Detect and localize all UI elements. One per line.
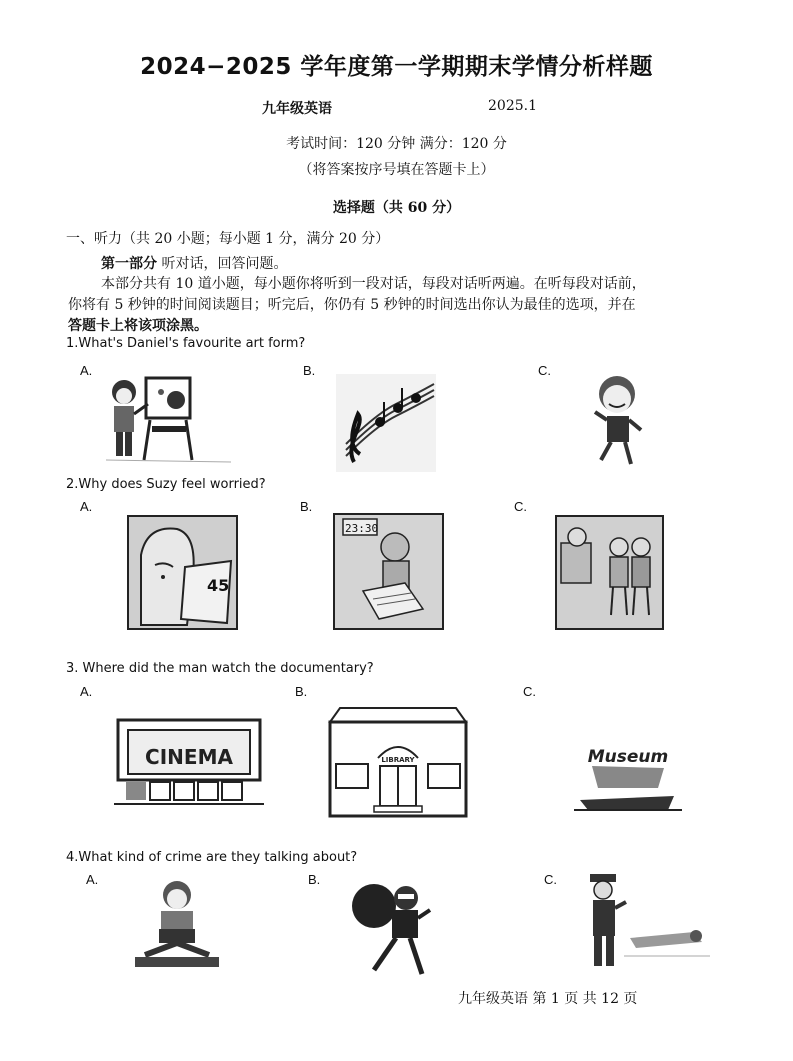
exam-info: 考试时间：120 分钟 满分：120 分: [286, 136, 507, 152]
listening-heading: 一、听力（共 20 小题；每小题 1 分，满分 20 分）: [66, 231, 390, 247]
page-footer: 九年级英语 第 1 页 共 12 页: [458, 991, 638, 1007]
museum-picture: [574, 738, 682, 814]
subject-label: 九年级英语: [262, 101, 332, 117]
cinema-sign: CINEMA: [145, 745, 233, 769]
part-instruction: 听对话，回答问题。: [157, 256, 288, 272]
boy-painting-picture: [106, 370, 231, 466]
fill-instruction: 将该项涂黑。: [124, 318, 208, 334]
music-notes-picture: [336, 374, 436, 472]
q4-option-a: A.: [86, 872, 99, 887]
police-crime-scene-picture: [584, 872, 714, 972]
instructions-line-2: 你将有 5 秒钟的时间阅读题目；听完后，你仍有 5 秒钟的时间选出你认为最佳的选项，并在: [68, 297, 636, 313]
q2-option-b: B.: [300, 499, 313, 514]
girl-with-test-paper-picture: [127, 515, 238, 630]
cinema-picture: [114, 718, 264, 808]
boy-with-books-picture: [131, 877, 223, 973]
part-subheading: [101, 253, 287, 275]
instructions-line-1: 本部分共有 10 道小题，每小题你将听到一段对话，每段对话听两遍。在听每段对话前，: [101, 276, 646, 292]
library-picture: [324, 706, 472, 820]
question-3: 3. Where did the man watch the documentary?: [66, 661, 374, 676]
museum-sign: Museum: [587, 747, 669, 767]
q2-option-a: A.: [80, 499, 93, 514]
clock-display: 23:30: [345, 522, 379, 535]
q1-option-a: A.: [80, 363, 93, 378]
q3-option-c: C.: [523, 684, 536, 699]
q4-option-b: B.: [308, 872, 321, 887]
question-4: 4.What kind of crime are they talking about?: [66, 850, 358, 865]
q2-option-c: C.: [514, 499, 527, 514]
thief-picture: [344, 874, 434, 980]
q3-option-a: A.: [80, 684, 93, 699]
girl-studying-late-picture: [333, 513, 444, 630]
part-label: 第一部分: [101, 256, 157, 272]
exam-date: 2025.1: [488, 98, 537, 114]
test-score: 45: [207, 576, 230, 595]
library-sign: LIBRARY: [381, 756, 415, 764]
q1-option-c: C.: [538, 363, 551, 378]
page-title: 2024−2025 学年度第一学期期末学情分析样题: [140, 54, 653, 80]
question-1: 1.What's Daniel's favourite art form?: [66, 336, 306, 351]
q4-option-c: C.: [544, 872, 557, 887]
question-2: 2.Why does Suzy feel worried?: [66, 477, 266, 492]
q3-option-b: B.: [295, 684, 308, 699]
boy-dancing-picture: [585, 372, 650, 472]
girls-talking-picture: [555, 515, 664, 630]
q1-option-b: B.: [303, 363, 316, 378]
section-heading: 选择题（共 60 分）: [332, 200, 461, 216]
instructions-line-3: [68, 315, 208, 337]
answer-card-text: 答题卡上: [68, 318, 124, 334]
answer-note: （将答案按序号填在答题卡上）: [298, 162, 495, 178]
